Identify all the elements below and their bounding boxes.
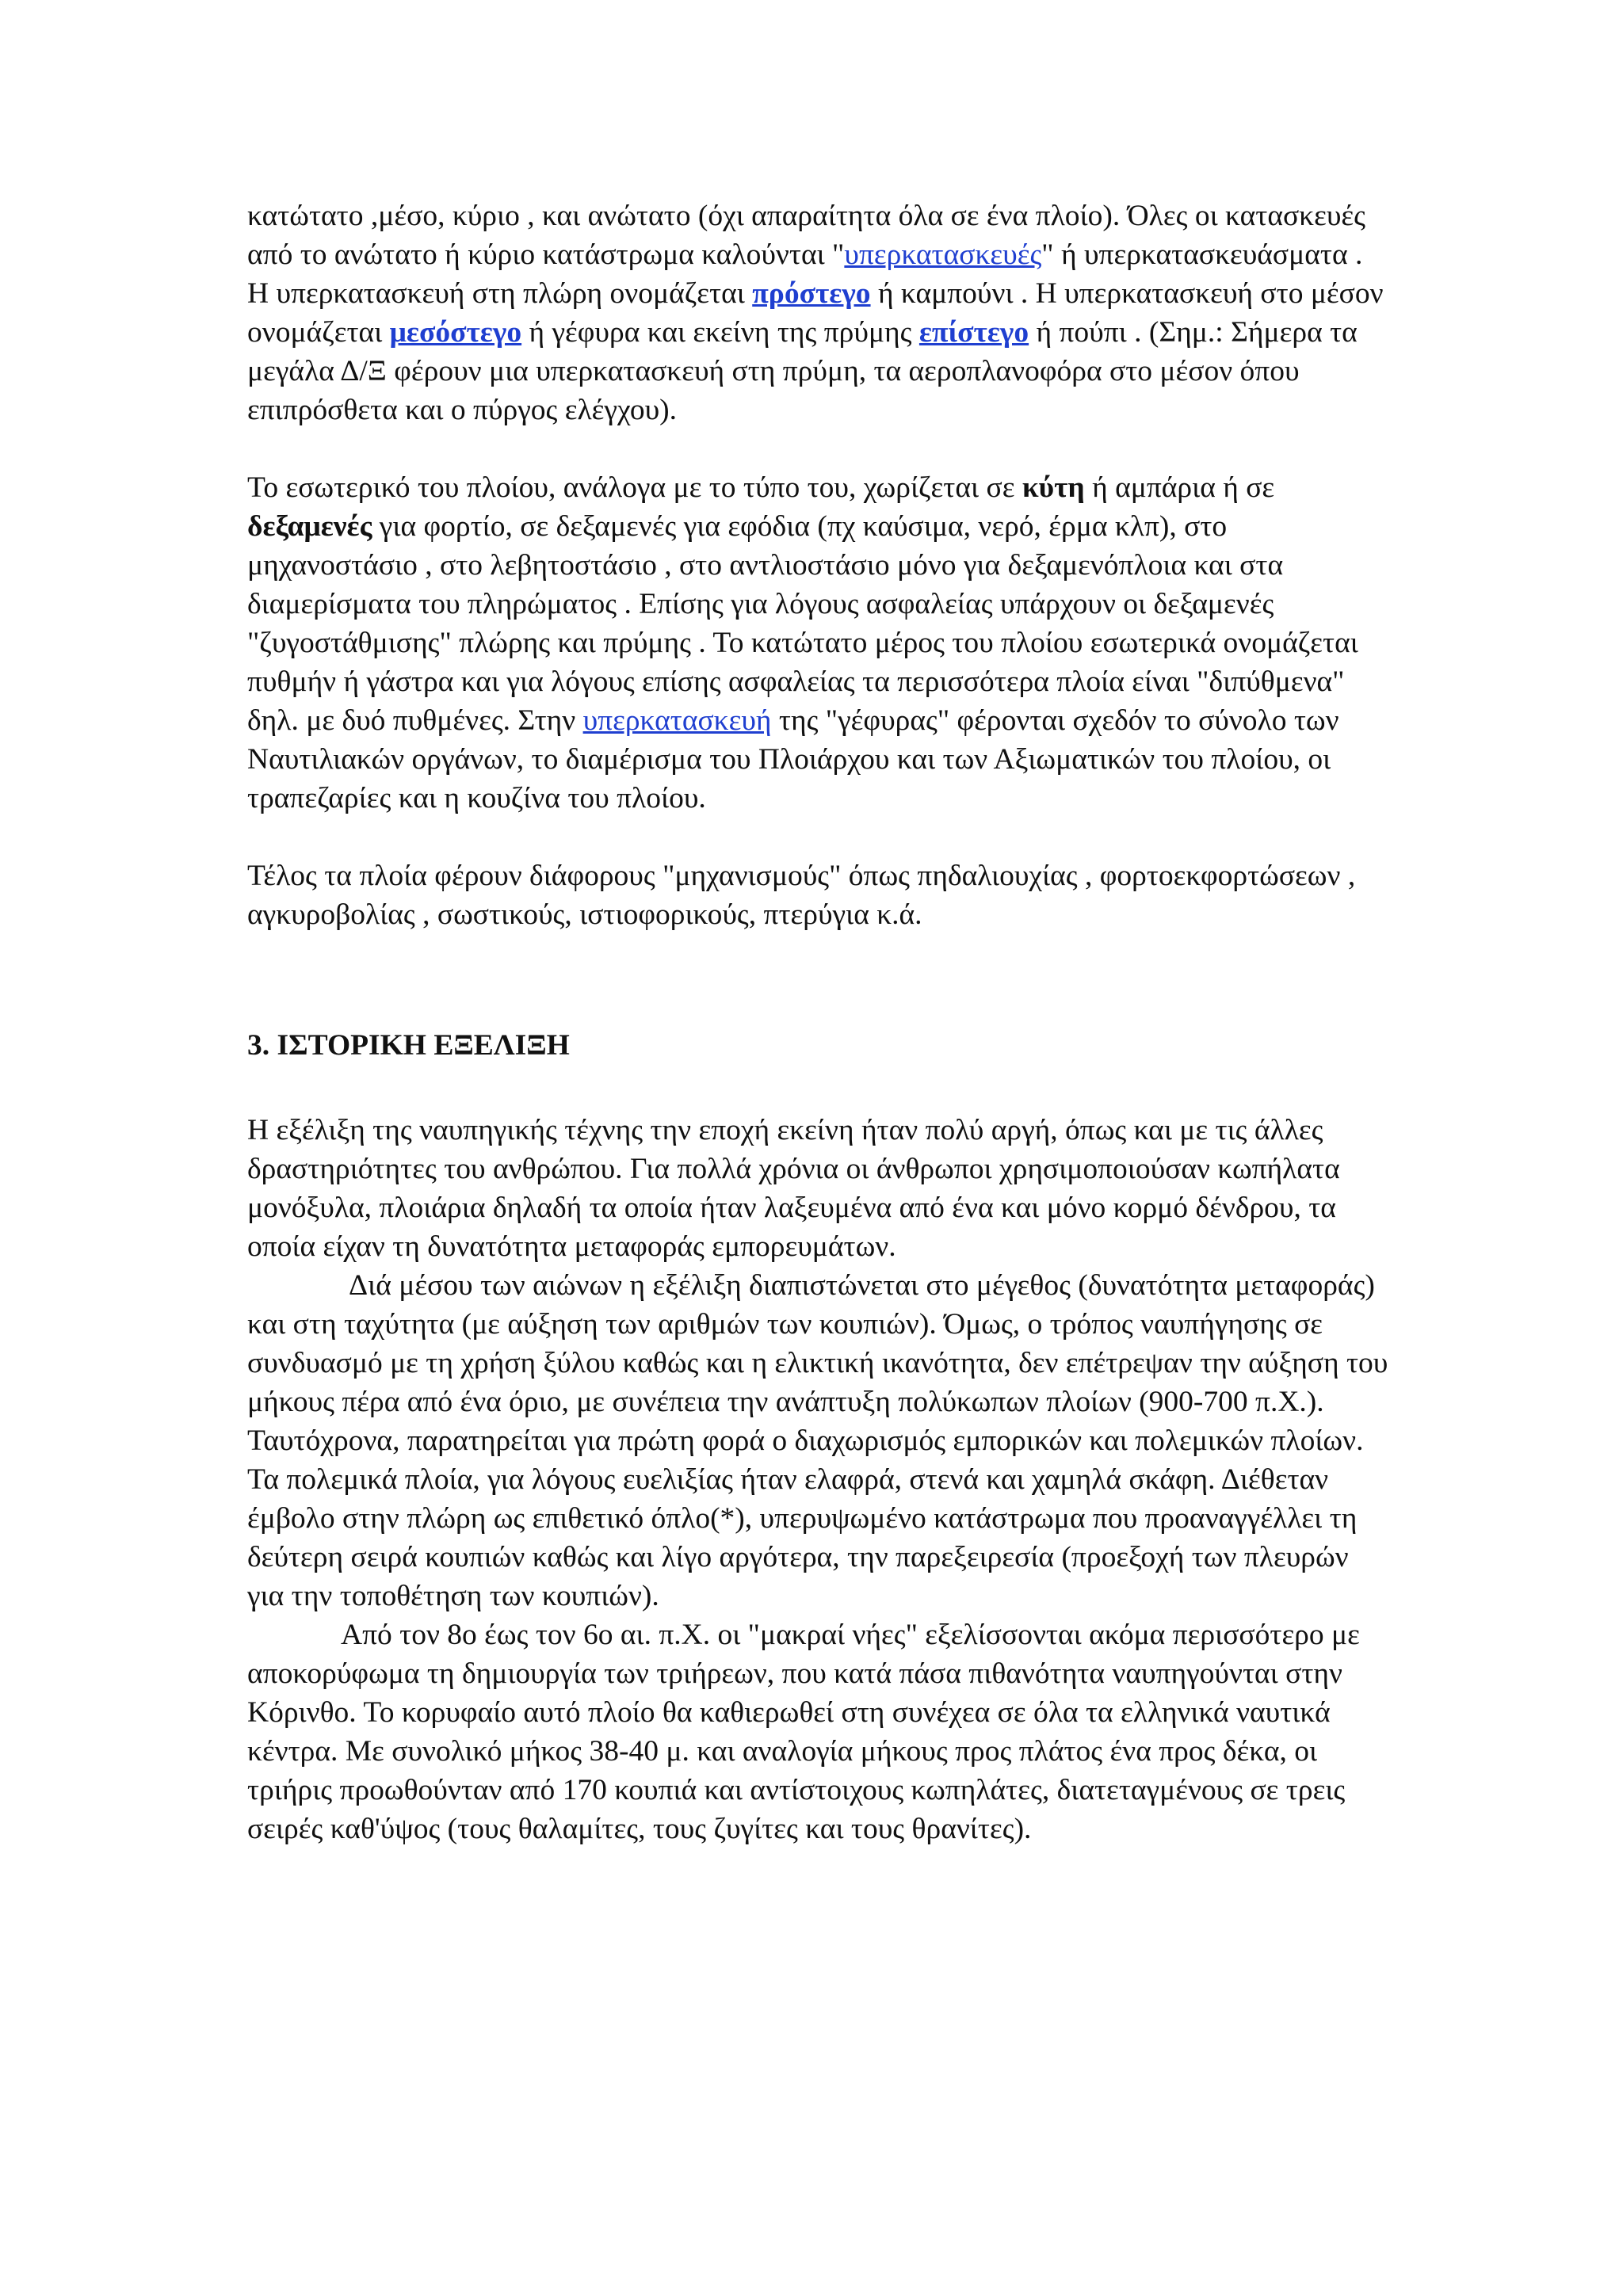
bold-term-kyti: κύτη — [1022, 471, 1085, 504]
paragraph-interior — [247, 468, 1388, 818]
paragraph-spacer — [247, 429, 1388, 468]
text-segment: Το εσωτερικό του πλοίου, ανάλογα με το τύπο του, χωρίζεται σε — [247, 471, 1022, 504]
paragraph-spacer — [247, 818, 1388, 856]
bold-term-dexamenes: δεξαμενές — [247, 510, 372, 543]
link-yperkataskeves[interactable]: υπερκατασκευές — [844, 238, 1042, 271]
text-segment: της "γέφυρας" φέρονται σχεδόν το σύνολο των Ναυτιλιακών οργάνων, το διαμέρισμα του Πλοιάρχου και των Αξιωματικών του πλοίου, οι τραπεζαρίες και η κουζίνα του πλοίου. — [247, 704, 1339, 814]
text-segment: ή γέφυρα και εκείνη της πρύμης — [521, 316, 919, 349]
link-mesostego[interactable]: μεσόστεγο — [389, 316, 522, 349]
heading-spacer — [247, 1065, 1388, 1111]
paragraph-mechanisms: Τέλος τα πλοία φέρουν διάφορους "μηχανισμούς" όπως πηδαλιουχίας , φορτοεκφορτώσεων , αγκυροβολίας , σωστικούς, ιστιοφορικούς, πτερύγια κ.ά. — [247, 860, 1356, 931]
text-segment: κατώτατο ,μέσο, κύριο , και ανώτατο (όχι απαραίτητα όλα σε ένα πλοίο). Όλες οι κατασκευές από το ανώτατο ή κύριο κατάστρωμα καλούνται " — [247, 200, 1365, 271]
text-segment: ή αμπάρια ή σε — [1084, 471, 1275, 504]
section-spacer — [247, 980, 1388, 1026]
text-segment: για φορτίο, σε δεξαμενές για εφόδια (πχ καύσιμα, νερό, έρμα κλπ), στο μηχανοστάσιο , στο λεβητοστάσιο , στο αντλιοστάσιο μόνο για δεξαμενόπλοια και στα διαμερίσματα του πληρώματος . Επίσης για λόγους ασφαλείας υπάρχουν οι δεξαμενές "ζυγοστάθμισης" πλώρης και πρύμης . Το κατώτατο μέρος του πλοίου εσωτερικά ονομάζεται πυθμήν ή γάστρα και για λόγους επίσης ασφαλείας τα περισσότερα πλοία είναι "διπύθμενα" δηλ. με δυό πυθμένες. Στην — [247, 510, 1358, 737]
text-segment: ή καμπούνι . Η υπερκατασκευή στο μέσον ονομάζεται — [247, 277, 1384, 349]
text-segment: " ή υπερκατασκευάσματα . Η υπερκατασκευή στη πλώρη ονομάζεται — [247, 238, 1363, 310]
paragraph-evolution-intro: Η εξέλιξη της ναυπηγικής τέχνης την εποχή εκείνη ήταν πολύ αργή, όπως και με τις άλλες δραστηριότητες του ανθρώπου. Για πολλά χρόνια οι άνθρωποι χρησιμοποιούσαν κωπήλατα μονόξυλα, πλοιάρια δηλαδή τα οποία ήταν λαξευμένα από ένα και μόνο κορμό δένδρου, τα οποία είχαν τη δυνατότητα μεταφοράς εμπορευμάτων. — [247, 1114, 1340, 1263]
paragraph-superstructure — [247, 196, 1388, 429]
text-segment: ή πούπι . (Σημ.: Σήμερα τα μεγάλα Δ/Ξ φέρουν μια υπερκατασκευή στη πρύμη, τα αεροπλανοφόρα στο μέσον όπου επιπρόσθετα και ο πύργος ελέγχου). — [247, 316, 1358, 426]
section-heading-historical: 3. ΙΣΤΟΡΙΚΗ ΕΞΕΛΙΞΗ — [247, 1029, 570, 1062]
paragraph-trireme: Από τον 8ο έως τον 6ο αι. π.Χ. οι "μακραί νήες" εξελίσσονται ακόμα περισσότερο με αποκορύφωμα τη δημιουργία των τριήρεων, που κατά πάσα πιθανότητα ναυπηγούνται στην Κόρινθο. Το κορυφαίο αυτό πλοίο θα καθιερωθεί στη συνέχεα σε όλα τα ελληνικά ναυτικά κέντρα. Με συνολικό μήκος 38-40 μ. και αναλογία μήκους προς πλάτος ένα προς δέκα, οι τριήρις προωθούνταν από 170 κουπιά και αντίστοιχους κωπηλάτες, διατεταγμένους σε τρεις σειρές καθ'ύψος (τους θαλαμίτες, τους ζυγίτες και τους θρανίτες). — [247, 1619, 1360, 1845]
document-page — [247, 196, 1388, 1848]
link-yperkataskevi[interactable]: υπερκατασκευή — [582, 704, 772, 737]
link-epistego[interactable]: επίστεγο — [918, 316, 1029, 349]
section-spacer — [247, 934, 1388, 980]
paragraph-evolution-centuries: Διά μέσου των αιώνων η εξέλιξη διαπιστώνεται στο μέγεθος (δυνατότητα μεταφοράς) και στη ταχύτητα (με αύξηση των αριθμών των κουπιών). Όμως, ο τρόπος ναυπήγησης σε συνδυασμό με τη χρήση ξύλου καθώς και η ελικτική ικανότητα, δεν επέτρεψαν την αύξηση του μήκους πέρα από ένα όριο, με συνέπεια την ανάπτυξη πολύκωπων πλοίων (900-700 π.Χ.). Ταυτόχρονα, παρατηρείται για πρώτη φορά ο διαχωρισμός εμπορικών και πολεμικών πλοίων. Τα πολεμικά πλοία, για λόγους ευελιξίας ήταν ελαφρά, στενά και χαμηλά σκάφη. Διέθεταν έμβολο στην πλώρη ως επιθετικό όπλο(*), υπερυψωμένο κατάστρωμα που προαναγγέλλει τη δεύτερη σειρά κουπιών καθώς και λίγο αργότερα, την παρεξειρεσία (προεξοχή των πλευρών για την τοποθέτηση των κουπιών). — [247, 1269, 1388, 1612]
link-prostego[interactable]: πρόστεγο — [752, 277, 871, 310]
